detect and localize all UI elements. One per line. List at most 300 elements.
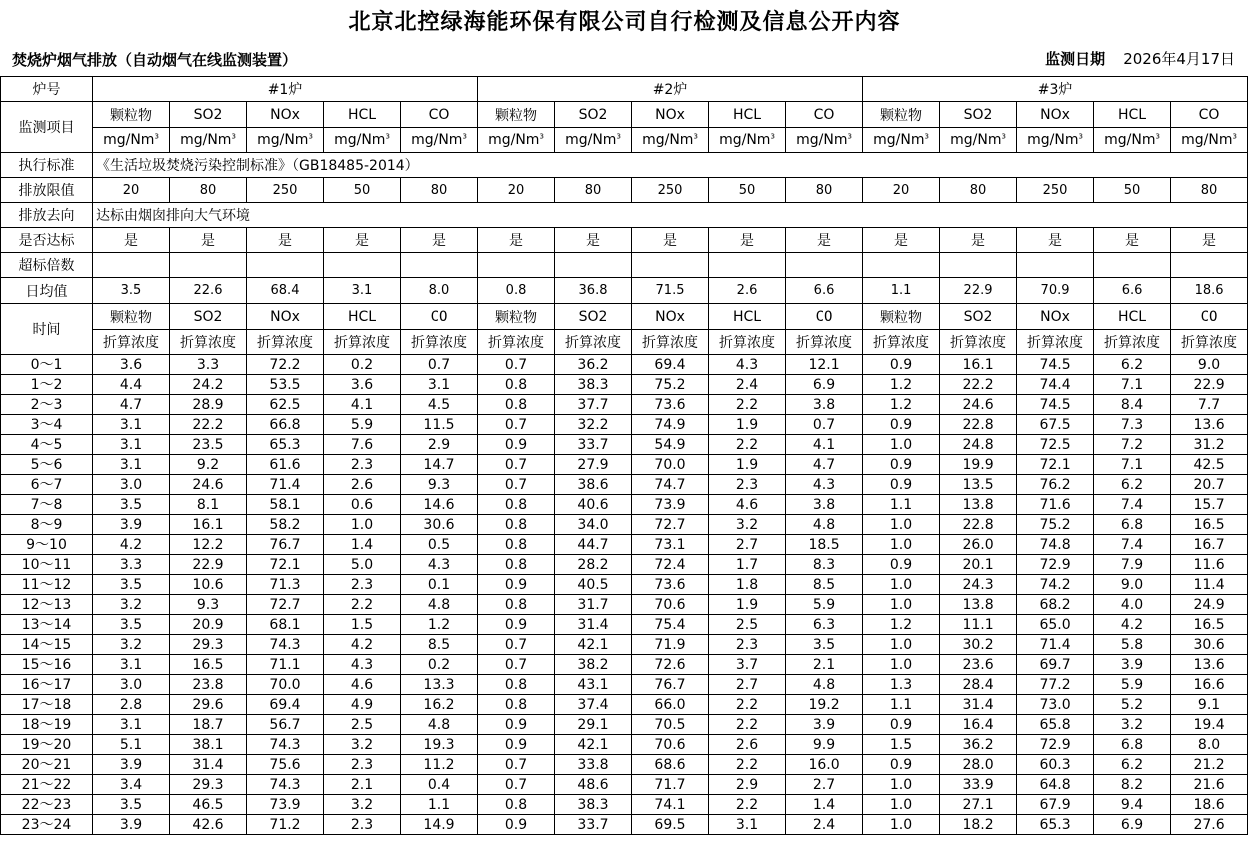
pollutant-header: HCL xyxy=(709,102,786,128)
unit-cell xyxy=(401,128,478,153)
unit-superscript: 3 xyxy=(1155,132,1160,141)
hour-value: 26.0 xyxy=(940,535,1017,555)
hour-value: 2.2 xyxy=(709,795,786,815)
unit-cell xyxy=(709,128,786,153)
hour-value: 74.2 xyxy=(1017,575,1094,595)
hour-value: 8.2 xyxy=(1094,775,1171,795)
compliant-value: 是 xyxy=(555,228,632,253)
pollutant-header: SO2 xyxy=(170,102,247,128)
unit-text: mg/Nm xyxy=(719,132,771,148)
hour-value: 31.7 xyxy=(555,595,632,615)
exceed-ratio-value xyxy=(324,253,401,278)
pollutant-header: CO xyxy=(401,304,478,330)
unit-text: mg/Nm xyxy=(1181,132,1233,148)
hour-value: 1.8 xyxy=(709,575,786,595)
hour-value: 74.7 xyxy=(632,475,709,495)
hour-value: 3.1 xyxy=(93,415,170,435)
hour-value: 2.2 xyxy=(709,695,786,715)
hour-value: 3.9 xyxy=(786,715,863,735)
hour-value: 1.0 xyxy=(863,795,940,815)
hour-value: 71.4 xyxy=(1017,635,1094,655)
hour-value: 24.3 xyxy=(940,575,1017,595)
unit-cell xyxy=(93,128,170,153)
hour-value: 38.1 xyxy=(170,735,247,755)
hour-value: 22.9 xyxy=(170,555,247,575)
daily-avg-value: 22.6 xyxy=(170,278,247,304)
hour-value: 24.9 xyxy=(1171,595,1248,615)
limit-value: 20 xyxy=(93,178,170,203)
hour-value: 73.1 xyxy=(632,535,709,555)
hour-value: 20.9 xyxy=(170,615,247,635)
hour-value: 72.7 xyxy=(247,595,324,615)
unit-text: mg/Nm xyxy=(873,132,925,148)
hour-value: 2.2 xyxy=(709,395,786,415)
hour-value: 22.9 xyxy=(1171,375,1248,395)
hour-value: 38.6 xyxy=(555,475,632,495)
hour-value: 7.2 xyxy=(1094,435,1171,455)
hour-value: 70.6 xyxy=(632,595,709,615)
hour-value: 71.7 xyxy=(632,775,709,795)
hour-value: 22.8 xyxy=(940,415,1017,435)
hour-value: 2.3 xyxy=(324,815,401,835)
hour-value: 6.2 xyxy=(1094,755,1171,775)
hour-value: 4.8 xyxy=(786,675,863,695)
hour-value: 2.3 xyxy=(324,755,401,775)
hour-value: 36.2 xyxy=(940,735,1017,755)
hour-value: 7.4 xyxy=(1094,535,1171,555)
hour-value: 65.3 xyxy=(247,435,324,455)
hour-value: 21.6 xyxy=(1171,775,1248,795)
hour-value: 3.2 xyxy=(324,795,401,815)
hour-value: 8.5 xyxy=(401,635,478,655)
hour-value: 3.4 xyxy=(93,775,170,795)
compliant-value: 是 xyxy=(709,228,786,253)
hour-value: 16.6 xyxy=(1171,675,1248,695)
unit-superscript: 3 xyxy=(385,132,390,141)
hour-value: 19.3 xyxy=(401,735,478,755)
unit-superscript: 3 xyxy=(539,132,544,141)
unit-cell xyxy=(632,128,709,153)
hour-value: 3.1 xyxy=(93,715,170,735)
hour-value: 74.9 xyxy=(632,415,709,435)
limit-value: 50 xyxy=(1094,178,1171,203)
limit-value: 80 xyxy=(170,178,247,203)
hour-value: 74.3 xyxy=(247,635,324,655)
pollutant-header: CO xyxy=(401,102,478,128)
compliant-value: 是 xyxy=(478,228,555,253)
hour-value: 74.3 xyxy=(247,735,324,755)
hour-value: 5.9 xyxy=(324,415,401,435)
daily-avg-value: 71.5 xyxy=(632,278,709,304)
hour-value: 33.7 xyxy=(555,435,632,455)
hour-value: 5.0 xyxy=(324,555,401,575)
hour-value: 15.7 xyxy=(1171,495,1248,515)
discharge-label: 排放去向 xyxy=(1,203,93,228)
hour-value: 42.1 xyxy=(555,735,632,755)
hour-value: 42.6 xyxy=(170,815,247,835)
hour-value: 0.7 xyxy=(478,475,555,495)
hour-value: 3.3 xyxy=(170,355,247,375)
hour-value: 3.1 xyxy=(93,435,170,455)
page-title: 北京北控绿海能环保有限公司自行检测及信息公开内容 xyxy=(348,10,901,35)
hour-value: 65.8 xyxy=(1017,715,1094,735)
hour-value: 0.9 xyxy=(863,475,940,495)
hour-value: 16.5 xyxy=(1171,515,1248,535)
hour-value: 8.4 xyxy=(1094,395,1171,415)
time-slot: 1～2 xyxy=(1,375,93,395)
hour-value: 13.6 xyxy=(1171,655,1248,675)
monitor-date xyxy=(1045,47,1235,71)
hour-value: 3.5 xyxy=(93,495,170,515)
hour-value: 0.9 xyxy=(863,355,940,375)
hour-value: 3.2 xyxy=(93,595,170,615)
hour-value: 71.2 xyxy=(247,815,324,835)
exceed-ratio-value xyxy=(709,253,786,278)
limit-value: 80 xyxy=(1171,178,1248,203)
hour-value: 75.4 xyxy=(632,615,709,635)
limit-value: 250 xyxy=(247,178,324,203)
unit-text: mg/Nm xyxy=(180,132,232,148)
limit-value: 250 xyxy=(632,178,709,203)
pollutant-header: HCL xyxy=(324,304,401,330)
hour-value: 4.1 xyxy=(786,435,863,455)
hour-value: 1.7 xyxy=(709,555,786,575)
hour-value: 2.6 xyxy=(709,735,786,755)
hour-value: 0.9 xyxy=(863,755,940,775)
compliant-value: 是 xyxy=(1017,228,1094,253)
hour-value: 69.4 xyxy=(632,355,709,375)
hour-value: 0.8 xyxy=(478,595,555,615)
hour-value: 72.6 xyxy=(632,655,709,675)
unit-superscript: 3 xyxy=(308,132,313,141)
hour-value: 42.1 xyxy=(555,635,632,655)
converted-conc-label: 折算浓度 xyxy=(478,330,555,355)
unit-superscript: 3 xyxy=(1078,132,1083,141)
hour-value: 8.3 xyxy=(786,555,863,575)
unit-text: mg/Nm xyxy=(257,132,309,148)
hour-value: 72.1 xyxy=(1017,455,1094,475)
table-row xyxy=(1,715,1248,735)
exceed-ratio-value xyxy=(786,253,863,278)
hour-value: 1.0 xyxy=(863,595,940,615)
hour-value: 67.5 xyxy=(1017,415,1094,435)
hour-value: 2.9 xyxy=(709,775,786,795)
daily-avg-value: 1.1 xyxy=(863,278,940,304)
time-slot: 21～22 xyxy=(1,775,93,795)
hour-value: 40.5 xyxy=(555,575,632,595)
hour-value: 3.3 xyxy=(93,555,170,575)
hour-value: 3.1 xyxy=(93,655,170,675)
hour-value: 40.6 xyxy=(555,495,632,515)
hour-value: 72.9 xyxy=(1017,555,1094,575)
time-slot: 10～11 xyxy=(1,555,93,575)
pollutant-header: NOx xyxy=(632,304,709,330)
unit-superscript: 3 xyxy=(693,132,698,141)
exec-standard-label: 执行标准 xyxy=(1,153,93,178)
hour-value: 4.0 xyxy=(1094,595,1171,615)
hour-value: 24.6 xyxy=(170,475,247,495)
daily-avg-value: 6.6 xyxy=(786,278,863,304)
hour-value: 33.9 xyxy=(940,775,1017,795)
hour-value: 16.5 xyxy=(170,655,247,675)
hour-value: 16.1 xyxy=(940,355,1017,375)
hour-value: 71.4 xyxy=(247,475,324,495)
unit-text: mg/Nm xyxy=(1104,132,1156,148)
hour-value: 0.8 xyxy=(478,395,555,415)
hour-value: 0.9 xyxy=(863,555,940,575)
unit-superscript: 3 xyxy=(924,132,929,141)
hour-value: 1.1 xyxy=(863,695,940,715)
converted-conc-label: 折算浓度 xyxy=(863,330,940,355)
hour-value: 0.8 xyxy=(478,675,555,695)
furnace-header: #3炉 xyxy=(863,77,1248,102)
hour-value: 2.8 xyxy=(93,695,170,715)
converted-conc-label: 折算浓度 xyxy=(1017,330,1094,355)
hour-value: 2.7 xyxy=(709,535,786,555)
hour-value: 1.0 xyxy=(863,535,940,555)
hour-value: 67.9 xyxy=(1017,795,1094,815)
pollutant-header: 颗粒物 xyxy=(93,304,170,330)
hour-value: 31.4 xyxy=(170,755,247,775)
table-row xyxy=(1,635,1248,655)
hour-value: 11.5 xyxy=(401,415,478,435)
hour-value: 2.1 xyxy=(786,655,863,675)
emission-limit-label: 排放限值 xyxy=(1,178,93,203)
hour-value: 18.6 xyxy=(1171,795,1248,815)
hour-value: 22.2 xyxy=(170,415,247,435)
hour-value: 2.5 xyxy=(709,615,786,635)
hour-value: 37.7 xyxy=(555,395,632,415)
unit-cell xyxy=(1094,128,1171,153)
table-row xyxy=(1,615,1248,635)
pollutant-header: 颗粒物 xyxy=(478,102,555,128)
hour-value: 2.2 xyxy=(324,595,401,615)
hour-value: 27.6 xyxy=(1171,815,1248,835)
time-slot: 0～1 xyxy=(1,355,93,375)
hour-value: 1.0 xyxy=(863,635,940,655)
hour-value: 0.9 xyxy=(863,455,940,475)
hour-value: 60.3 xyxy=(1017,755,1094,775)
hour-value: 7.3 xyxy=(1094,415,1171,435)
unit-superscript: 3 xyxy=(231,132,236,141)
hour-value: 16.5 xyxy=(1171,615,1248,635)
hour-value: 0.7 xyxy=(478,755,555,775)
hour-value: 0.9 xyxy=(478,815,555,835)
limit-value: 80 xyxy=(555,178,632,203)
hour-value: 48.6 xyxy=(555,775,632,795)
time-slot: 5～6 xyxy=(1,455,93,475)
hour-value: 9.3 xyxy=(401,475,478,495)
hour-value: 3.5 xyxy=(93,575,170,595)
pollutant-header: SO2 xyxy=(940,304,1017,330)
pollutant-header: SO2 xyxy=(555,102,632,128)
monitor-item-label: 监测项目 xyxy=(1,102,93,153)
daily-avg-value: 70.9 xyxy=(1017,278,1094,304)
hour-value: 4.8 xyxy=(786,515,863,535)
unit-cell xyxy=(324,128,401,153)
hour-value: 74.3 xyxy=(247,775,324,795)
hour-value: 0.9 xyxy=(478,435,555,455)
converted-conc-label: 折算浓度 xyxy=(401,330,478,355)
hour-value: 58.1 xyxy=(247,495,324,515)
hour-value: 30.2 xyxy=(940,635,1017,655)
hour-value: 2.1 xyxy=(324,775,401,795)
hour-value: 71.3 xyxy=(247,575,324,595)
hour-value: 14.6 xyxy=(401,495,478,515)
hour-value: 11.2 xyxy=(401,755,478,775)
hour-value: 1.2 xyxy=(863,395,940,415)
hour-value: 1.0 xyxy=(324,515,401,535)
table-row xyxy=(1,815,1248,835)
unit-superscript: 3 xyxy=(1232,132,1237,141)
hour-value: 33.8 xyxy=(555,755,632,775)
compliant-value: 是 xyxy=(170,228,247,253)
hour-value: 3.9 xyxy=(93,815,170,835)
hour-value: 3.6 xyxy=(93,355,170,375)
pollutant-header: CO xyxy=(1171,102,1248,128)
hour-value: 18.7 xyxy=(170,715,247,735)
hour-value: 20.1 xyxy=(940,555,1017,575)
daily-avg-value: 22.9 xyxy=(940,278,1017,304)
table-row xyxy=(1,355,1248,375)
daily-avg-value: 18.6 xyxy=(1171,278,1248,304)
exceed-ratio-value xyxy=(1017,253,1094,278)
hour-value: 10.6 xyxy=(170,575,247,595)
pollutant-header: HCL xyxy=(709,304,786,330)
pollutant-header: 颗粒物 xyxy=(478,304,555,330)
hour-value: 3.6 xyxy=(324,375,401,395)
hour-value: 3.2 xyxy=(324,735,401,755)
hour-value: 29.1 xyxy=(555,715,632,735)
hour-value: 4.7 xyxy=(786,455,863,475)
hour-value: 1.5 xyxy=(863,735,940,755)
hour-value: 13.6 xyxy=(1171,415,1248,435)
time-slot: 9～10 xyxy=(1,535,93,555)
daily-avg-value: 0.8 xyxy=(478,278,555,304)
time-slot: 22～23 xyxy=(1,795,93,815)
daily-avg-label: 日均值 xyxy=(1,278,93,304)
pollutant-header: NOx xyxy=(1017,102,1094,128)
hour-value: 44.7 xyxy=(555,535,632,555)
hour-value: 7.9 xyxy=(1094,555,1171,575)
hour-value: 3.0 xyxy=(93,475,170,495)
unit-text: mg/Nm xyxy=(411,132,463,148)
hour-value: 36.2 xyxy=(555,355,632,375)
daily-avg-value: 36.8 xyxy=(555,278,632,304)
compliant-value: 是 xyxy=(324,228,401,253)
time-slot: 20～21 xyxy=(1,755,93,775)
hour-value: 0.7 xyxy=(401,355,478,375)
hour-value: 0.8 xyxy=(478,515,555,535)
hour-value: 19.9 xyxy=(940,455,1017,475)
hour-value: 0.9 xyxy=(478,735,555,755)
hour-value: 16.4 xyxy=(940,715,1017,735)
unit-text: mg/Nm xyxy=(642,132,694,148)
hour-value: 28.2 xyxy=(555,555,632,575)
table-row xyxy=(1,435,1248,455)
exec-standard-value: 《生活垃圾焚烧污染控制标准》（GB18485-2014） xyxy=(93,153,1248,178)
hour-value: 1.2 xyxy=(401,615,478,635)
hour-value: 1.4 xyxy=(324,535,401,555)
hour-value: 74.5 xyxy=(1017,355,1094,375)
hour-value: 5.9 xyxy=(786,595,863,615)
hour-value: 9.0 xyxy=(1171,355,1248,375)
hour-value: 19.4 xyxy=(1171,715,1248,735)
hour-value: 16.1 xyxy=(170,515,247,535)
limit-value: 50 xyxy=(709,178,786,203)
daily-avg-value: 2.6 xyxy=(709,278,786,304)
converted-conc-label: 折算浓度 xyxy=(786,330,863,355)
hour-value: 0.2 xyxy=(324,355,401,375)
time-slot: 7～8 xyxy=(1,495,93,515)
hour-value: 76.7 xyxy=(247,535,324,555)
time-slot: 23～24 xyxy=(1,815,93,835)
pollutant-header: 颗粒物 xyxy=(863,102,940,128)
hour-value: 7.6 xyxy=(324,435,401,455)
table-row xyxy=(1,775,1248,795)
exceed-ratio-value xyxy=(632,253,709,278)
hour-value: 23.6 xyxy=(940,655,1017,675)
hour-value: 4.4 xyxy=(93,375,170,395)
hour-value: 58.2 xyxy=(247,515,324,535)
hour-value: 38.2 xyxy=(555,655,632,675)
hour-value: 0.7 xyxy=(478,455,555,475)
hour-value: 61.6 xyxy=(247,455,324,475)
hour-value: 2.2 xyxy=(709,755,786,775)
hour-value: 68.2 xyxy=(1017,595,1094,615)
hour-value: 23.5 xyxy=(170,435,247,455)
date-value: 2026年4月17日 xyxy=(1123,50,1235,68)
hour-value: 7.1 xyxy=(1094,375,1171,395)
hour-value: 3.0 xyxy=(93,675,170,695)
hour-value: 7.7 xyxy=(1171,395,1248,415)
time-slot: 13～14 xyxy=(1,615,93,635)
table-row xyxy=(1,395,1248,415)
unit-text: mg/Nm xyxy=(565,132,617,148)
pollutant-header: NOx xyxy=(1017,304,1094,330)
hour-value: 4.5 xyxy=(401,395,478,415)
hour-value: 4.3 xyxy=(324,655,401,675)
exceed-ratio-value xyxy=(93,253,170,278)
hour-value: 3.1 xyxy=(709,815,786,835)
table-row xyxy=(1,515,1248,535)
hour-value: 76.2 xyxy=(1017,475,1094,495)
hour-value: 14.7 xyxy=(401,455,478,475)
hour-value: 2.4 xyxy=(709,375,786,395)
pollutant-header: NOx xyxy=(247,102,324,128)
hour-value: 62.5 xyxy=(247,395,324,415)
hour-value: 19.2 xyxy=(786,695,863,715)
hour-value: 77.2 xyxy=(1017,675,1094,695)
hour-value: 32.2 xyxy=(555,415,632,435)
hour-value: 4.6 xyxy=(324,675,401,695)
hour-value: 72.4 xyxy=(632,555,709,575)
pollutant-header: SO2 xyxy=(940,102,1017,128)
hour-value: 5.1 xyxy=(93,735,170,755)
table-row xyxy=(1,375,1248,395)
compliant-value: 是 xyxy=(1094,228,1171,253)
time-slot: 6～7 xyxy=(1,475,93,495)
hour-value: 2.2 xyxy=(709,435,786,455)
exceed-ratio-value xyxy=(478,253,555,278)
table-row xyxy=(1,595,1248,615)
hour-value: 14.9 xyxy=(401,815,478,835)
hour-value: 6.2 xyxy=(1094,475,1171,495)
table-row xyxy=(1,735,1248,755)
compliant-value: 是 xyxy=(93,228,170,253)
discharge-value: 达标由烟囱排向大气环境 xyxy=(93,203,1248,228)
hour-value: 11.6 xyxy=(1171,555,1248,575)
